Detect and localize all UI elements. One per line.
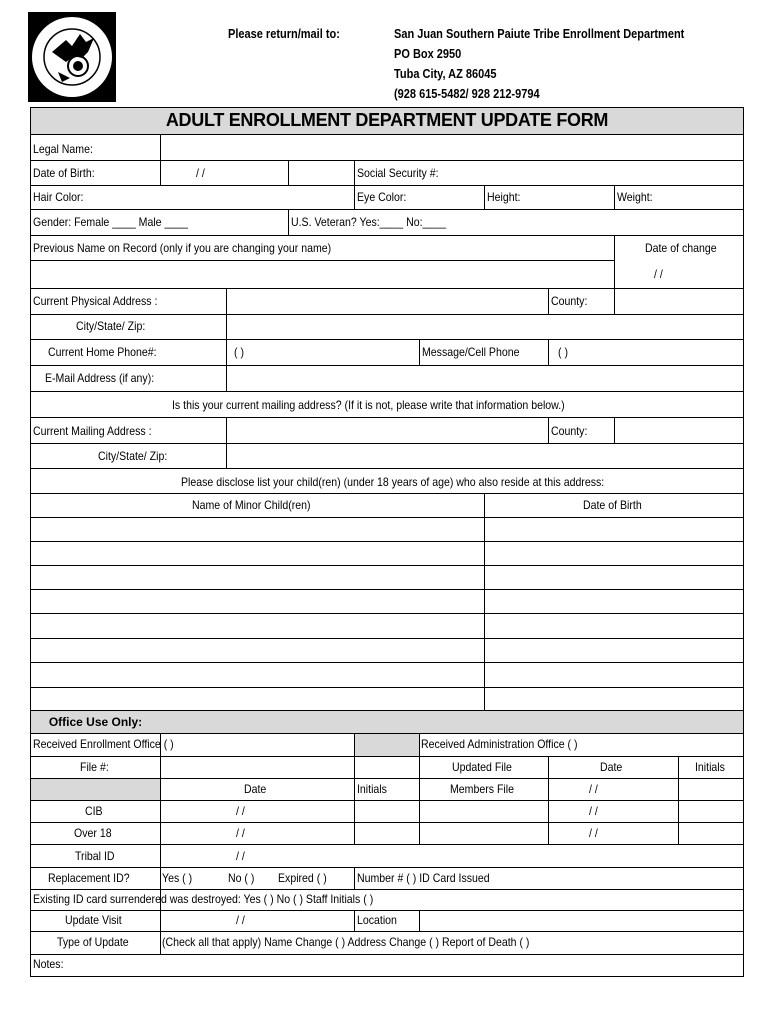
city-state-zip-label: City/State/ Zip: — [76, 319, 146, 333]
updated-file-label: Updated File — [452, 760, 512, 774]
cib-label: CIB — [85, 804, 103, 818]
child-dob-header: Date of Birth — [583, 498, 642, 512]
hair-color-label: Hair Color: — [33, 190, 84, 204]
file-number-label: File #: — [80, 760, 109, 774]
eye-color-label: Eye Color: — [357, 190, 407, 204]
members-file-slashes: / / — [589, 782, 598, 796]
ssn-label: Social Security #: — [357, 166, 439, 180]
address-line-2: PO Box 2950 — [394, 47, 462, 61]
members-file-label: Members File — [450, 782, 514, 796]
date-of-change-label: Date of change — [645, 241, 717, 255]
address-line-1: San Juan Southern Paiute Tribe Enrollment Department — [394, 27, 685, 41]
address-line-4: (928 615-5482/ 928 212-9794 — [394, 87, 540, 101]
notes-label: Notes: — [33, 957, 64, 971]
change-slashes: / / — [654, 267, 663, 281]
id-number-field[interactable]: Number # ( ) ID Card Issued — [357, 871, 490, 885]
card-surrendered[interactable]: Existing ID card surrendered was destroyed: Yes ( ) No ( ) Staff Initials ( ) — [33, 892, 374, 906]
over18-label: Over 18 — [74, 826, 112, 840]
email-label: E-Mail Address (if any): — [45, 371, 155, 385]
initials-column: Initials — [357, 782, 387, 796]
replacement-yes[interactable]: Yes ( ) — [162, 871, 193, 885]
children-prompt: Please disclose list your child(ren) (under 18 years of age) who also reside at this address: — [181, 475, 605, 489]
city-state-zip-label-2: City/State/ Zip: — [98, 449, 168, 463]
over18-slashes: / / — [236, 826, 245, 840]
cell-phone-field[interactable]: ( ) — [558, 345, 568, 359]
replacement-no[interactable]: No ( ) — [228, 871, 255, 885]
dob-label: Date of Birth: — [33, 166, 95, 180]
address-line-3: Tuba City, AZ 86045 — [394, 67, 497, 81]
cib-slashes: / / — [236, 804, 245, 818]
height-label: Height: — [487, 190, 521, 204]
initials-column-2: Initials — [695, 760, 725, 774]
county-label: County: — [551, 294, 588, 308]
minor-children-header: Name of Minor Child(ren) — [192, 498, 311, 512]
received-enrollment[interactable]: Received Enrollment Office ( ) — [33, 737, 174, 751]
tribal-seal-logo — [28, 12, 116, 102]
mailing-address-label: Current Mailing Address : — [33, 424, 152, 438]
office-use-title: Office Use Only: — [48, 715, 143, 729]
home-phone-label: Current Home Phone#: — [48, 345, 157, 359]
cell-phone-label: Message/Cell Phone — [422, 345, 520, 359]
cib-slashes-2: / / — [589, 804, 598, 818]
replacement-id-label: Replacement ID? — [48, 871, 130, 885]
dob-slashes: / / — [196, 166, 205, 180]
location-label: Location — [357, 913, 397, 927]
previous-name-label: Previous Name on Record (only if you are changing your name) — [33, 241, 332, 255]
home-phone-field[interactable]: ( ) — [234, 345, 244, 359]
update-visit-label: Update Visit — [65, 913, 122, 927]
received-admin[interactable]: Received Administration Office ( ) — [421, 737, 578, 751]
date-column: Date — [244, 782, 267, 796]
over18-slashes-2: / / — [589, 826, 598, 840]
type-of-update-options[interactable]: (Check all that apply) Name Change ( ) Address Change ( ) Report of Death ( ) — [162, 935, 530, 949]
veteran-field[interactable]: U.S. Veteran? Yes:____ No:____ — [291, 215, 447, 229]
date-column-2: Date — [600, 760, 623, 774]
tribal-id-slashes: / / — [236, 849, 245, 863]
type-of-update-label: Type of Update — [57, 935, 129, 949]
weight-label: Weight: — [617, 190, 653, 204]
county-label-2: County: — [551, 424, 588, 438]
gender-field[interactable]: Gender: Female ____ Male ____ — [33, 215, 188, 229]
tribal-id-label: Tribal ID — [75, 849, 115, 863]
legal-name-label: Legal Name: — [33, 142, 93, 156]
return-label: Please return/mail to: — [228, 27, 340, 41]
physical-address-label: Current Physical Address : — [33, 294, 158, 308]
update-visit-slashes: / / — [236, 913, 245, 927]
mailing-question: Is this your current mailing address? (If it is not, please write that information below.) — [172, 398, 565, 412]
form-title: ADULT ENROLLMENT DEPARTMENT UPDATE FORM — [165, 110, 609, 130]
replacement-expired[interactable]: Expired ( ) — [278, 871, 327, 885]
